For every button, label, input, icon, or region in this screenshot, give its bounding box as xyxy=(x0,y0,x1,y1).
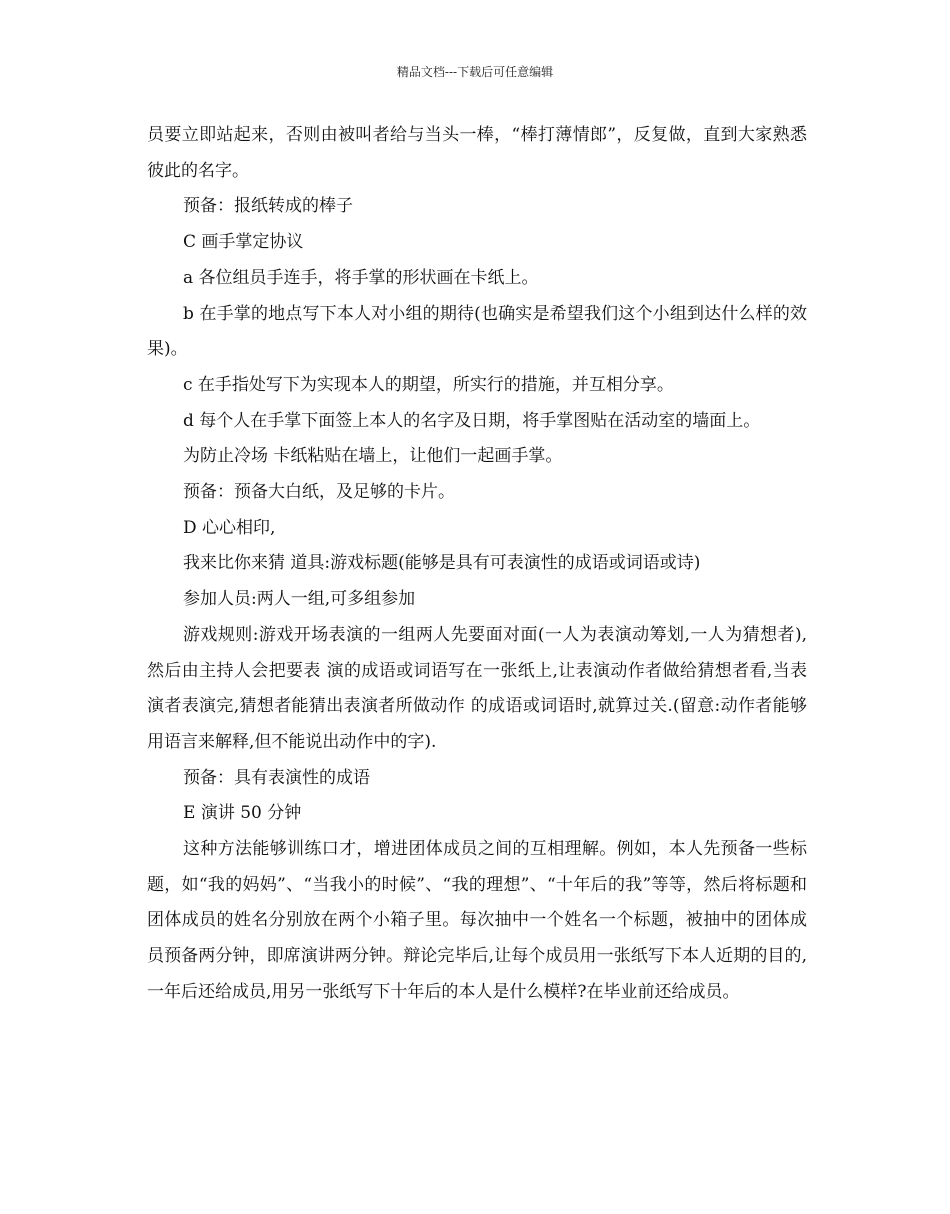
paragraph-13: 游戏规则:游戏开场表演的一组两人先要面对面(一人为表演动筹划,一人为猜想者),然后由主持人会把要表 演的成语或词语写在一张纸上,让表演动作者做给猜想者看,当表演者表演完,猜想者能猜出表演者所做动作 的成语或词语时,就算过关.(留意:动作者能够用语言来解释,但不能说出动作中的字). xyxy=(147,624,807,752)
paragraph-10: D 心心相印, xyxy=(183,517,276,538)
paragraph-2: 预备：报纸转成的棒子 xyxy=(183,196,353,217)
paragraph-6: c 在手指处写下为实现本人的期望，所实行的措施，并互相分享。 xyxy=(183,374,674,395)
paragraph-1: 员要立即站起来，否则由被叫者给与当头一棒，“棒打薄情郎”，反复做，直到大家熟悉彼此的名字。 xyxy=(147,125,807,181)
paragraph-5: b 在手掌的地点写下本人对小组的期待(也确实是希望我们这个小组到达什么样的效果)。 xyxy=(147,303,807,360)
paragraph-7: d 每个人在手掌下面签上本人的名字及日期，将手掌图贴在活动室的墙面上。 xyxy=(183,410,761,431)
paragraph-11: 我来比你来猜 道具:游戏标题(能够是具有可表演性的成语或词语或诗) xyxy=(183,553,701,574)
paragraph-14: 预备：具有表演性的成语 xyxy=(183,767,370,788)
paragraph-16: 这种方法能够训练口才，增进团体成员之间的互相理解。例如，本人先预备一些标题，如“我的妈妈”、“当我小的时候”、“我的理想”、“十年后的我”等等，然后将标题和团体成员的姓名分别放在两个小箱子里。每次抽中一个姓名一个标题，被抽中的团体成员预备两分钟，即席演讲两分钟。辩论完毕后,让每个成员用一张纸写下本人近期的目的,一年后还给成员,用另一张纸写下十年后的本人是什么模样?在毕业前还给成员。 xyxy=(147,839,807,1002)
paragraph-4: a 各位组员手连手，将手掌的形状画在卡纸上。 xyxy=(183,267,539,288)
document-body xyxy=(147,118,807,1011)
paragraph-3: C 画手掌定协议 xyxy=(183,232,304,253)
paragraph-8: 为防止冷场 卡纸粘贴在墙上，让他们一起画手掌。 xyxy=(183,446,563,467)
paragraph-9: 预备：预备大白纸，及足够的卡片。 xyxy=(183,482,455,503)
paragraph-15: E 演讲 50 分钟 xyxy=(183,803,302,824)
paragraph-12: 参加人员:两人一组,可多组参加 xyxy=(183,589,416,610)
page-header: 精品文档---下载后可任意编辑 xyxy=(396,65,554,79)
